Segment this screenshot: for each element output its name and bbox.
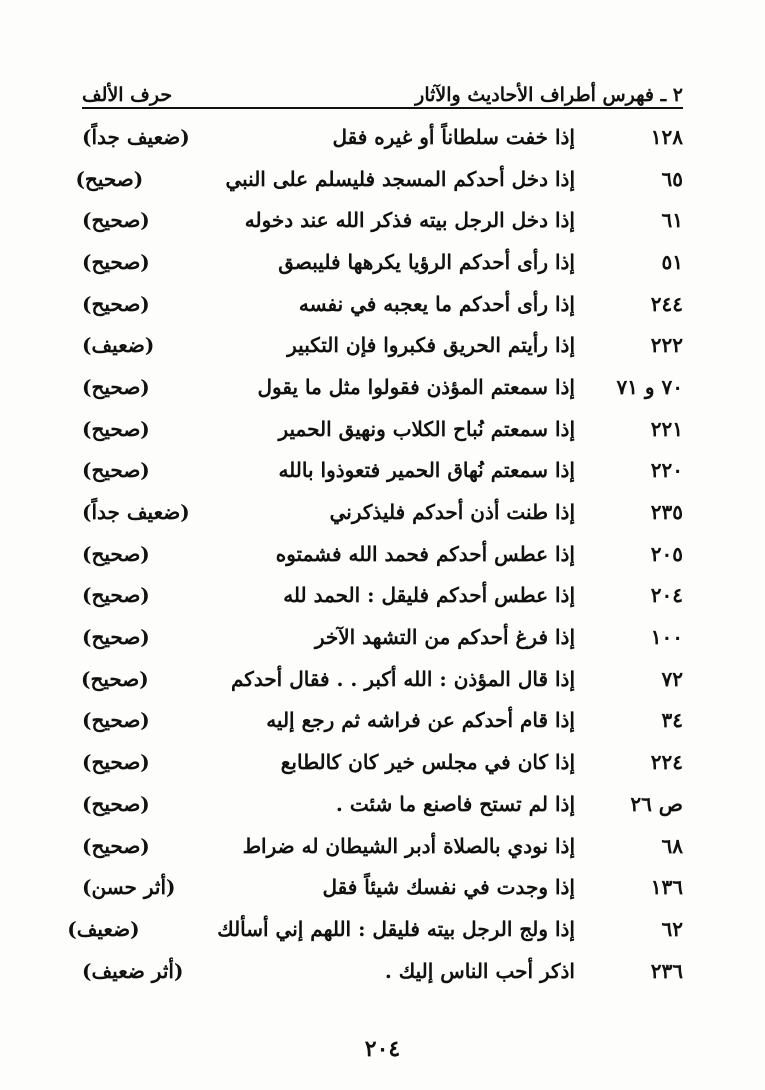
entry-text: إذا قام أحدكم عن فراشه ثم رجع إليه (266, 708, 575, 733)
index-entry (82, 616, 683, 658)
entry-number: ٣٤ (661, 708, 683, 733)
entry-grade: (ضعيف) (67, 916, 140, 941)
index-entry (82, 700, 683, 742)
entry-text: إذا نودي بالصلاة أدبر الشيطان له ضراط (242, 833, 575, 858)
entry-text: إذا وجدت في نفسك شيئاً فقل (322, 875, 575, 900)
index-entry (82, 450, 683, 492)
entry-number: ٦١ (661, 208, 683, 233)
index-entry (82, 533, 683, 575)
index-entry (82, 825, 683, 867)
entry-text: إذا عطس أحدكم فحمد الله فشمتوه (275, 541, 575, 566)
index-entry (82, 199, 683, 241)
entry-number: ٦٨ (661, 833, 683, 858)
entry-grade: (أثر ضعيف) (82, 958, 184, 983)
entry-text: إذا خفت سلطاناً أو غيره فقل (332, 124, 575, 149)
index-entry (82, 950, 683, 992)
page-number: ٢٠٤ (364, 1036, 401, 1062)
entry-number: ٧٢ (661, 666, 683, 691)
entry-number: ٥١ (661, 249, 683, 274)
index-entry (82, 116, 683, 158)
chapter-title: ٢ ـ فهرس أطراف الأحاديث والآثار (415, 84, 683, 106)
entry-grade: (صحيح) (82, 208, 150, 233)
entry-text: إذا رأيتم الحريق فكبروا فإن التكبير (287, 333, 575, 358)
entry-number: ٢٠٤ (650, 583, 683, 608)
index-entry (82, 241, 683, 283)
index-entry (82, 324, 683, 366)
entry-number: ١٣٦ (650, 875, 683, 900)
running-header (82, 78, 683, 106)
entry-text: إذا دخل الرجل بيته فذكر الله عند دخوله (244, 208, 575, 233)
entry-number: ٢٠٥ (650, 541, 683, 566)
index-entry (82, 658, 683, 700)
index-entry (75, 158, 683, 200)
entry-grade: (صحيح) (82, 791, 150, 816)
entry-number: ٢٢٠ (650, 458, 683, 483)
entry-number: ٢٣٥ (650, 500, 683, 525)
entry-text: إذا رأى أحدكم ما يعجبه في نفسه (298, 291, 575, 316)
index-entry (82, 491, 683, 533)
entry-number: ٦٢ (661, 916, 683, 941)
entry-grade: (صحيح) (75, 166, 144, 191)
entry-text: إذا دخل أحدكم المسجد فليسلم على النبي (225, 166, 575, 191)
entry-text: إذا ولج الرجل بيته فليقل : اللهم إني أسألك (217, 916, 575, 941)
entry-grade: (ضعيف) (82, 333, 155, 358)
entry-grade: (صحيح) (82, 541, 150, 566)
entry-text: إذا لم تستح فاصنع ما شئت . (335, 791, 575, 816)
entry-text: إذا سمعتم المؤذن فقولوا مثل ما يقول (257, 374, 575, 399)
section-title: حرف الألف (82, 84, 173, 106)
entry-text: اذكر أحب الناس إليك . (384, 958, 575, 983)
entry-text: إذا سمعتم نُهاق الحمير فتعوذوا بالله (278, 458, 575, 483)
entry-number: ٧٠ و ٧١ (616, 374, 683, 399)
entry-grade: (أثر حسن) (82, 875, 176, 900)
entry-grade: (صحيح) (82, 291, 150, 316)
entry-grade: (صحيح) (82, 416, 150, 441)
entry-number: ص ٢٦ (630, 791, 683, 816)
entry-text: إذا كان في مجلس خير كان كالطابع (280, 750, 575, 775)
entry-number: ٢٢٢ (650, 333, 683, 358)
entry-grade: (ضعيف جداً) (82, 124, 190, 149)
entry-number: ٢٤٤ (650, 291, 683, 316)
entry-grade: (صحيح) (82, 625, 150, 650)
entry-text: إذا عطس أحدكم فليقل : الحمد لله (283, 583, 575, 608)
hadith-index-list (67, 116, 683, 991)
entry-grade: (صحيح) (82, 708, 150, 733)
entry-grade: (صحيح) (82, 833, 150, 858)
entry-grade: (ضعيف جداً) (82, 500, 190, 525)
entry-grade: (صحيح) (82, 458, 150, 483)
index-entry (82, 283, 683, 325)
entry-grade: (صحيح) (80, 666, 149, 691)
entry-grade: (صحيح) (82, 374, 150, 399)
index-entry (82, 366, 683, 408)
entry-number: ٢٣٦ (650, 958, 683, 983)
entry-text: إذا سمعتم نُباح الكلاب ونهيق الحمير (278, 416, 575, 441)
index-entry (82, 783, 683, 825)
entry-grade: (صحيح) (82, 249, 150, 274)
index-entry (82, 741, 683, 783)
entry-number: ١٢٨ (650, 124, 683, 149)
entry-grade: (صحيح) (82, 750, 150, 775)
entry-text: إذا فرغ أحدكم من التشهد الآخر (314, 625, 575, 650)
header-rule (82, 107, 683, 109)
index-entry (82, 866, 683, 908)
index-entry (82, 575, 683, 617)
index-entry (67, 908, 683, 950)
entry-number: ٢٢١ (650, 416, 683, 441)
entry-number: ٦٥ (661, 166, 683, 191)
entry-number: ١٠٠ (650, 625, 683, 650)
entry-grade: (صحيح) (82, 583, 150, 608)
entry-text: إذا قال المؤذن : الله أكبر . . فقال أحدكم (230, 666, 575, 691)
entry-text: إذا رأى أحدكم الرؤيا يكرهها فليبصق (278, 249, 575, 274)
entry-number: ٢٢٤ (650, 750, 683, 775)
entry-text: إذا طنت أذن أحدكم فليذكرني (329, 500, 575, 525)
index-entry (82, 408, 683, 450)
